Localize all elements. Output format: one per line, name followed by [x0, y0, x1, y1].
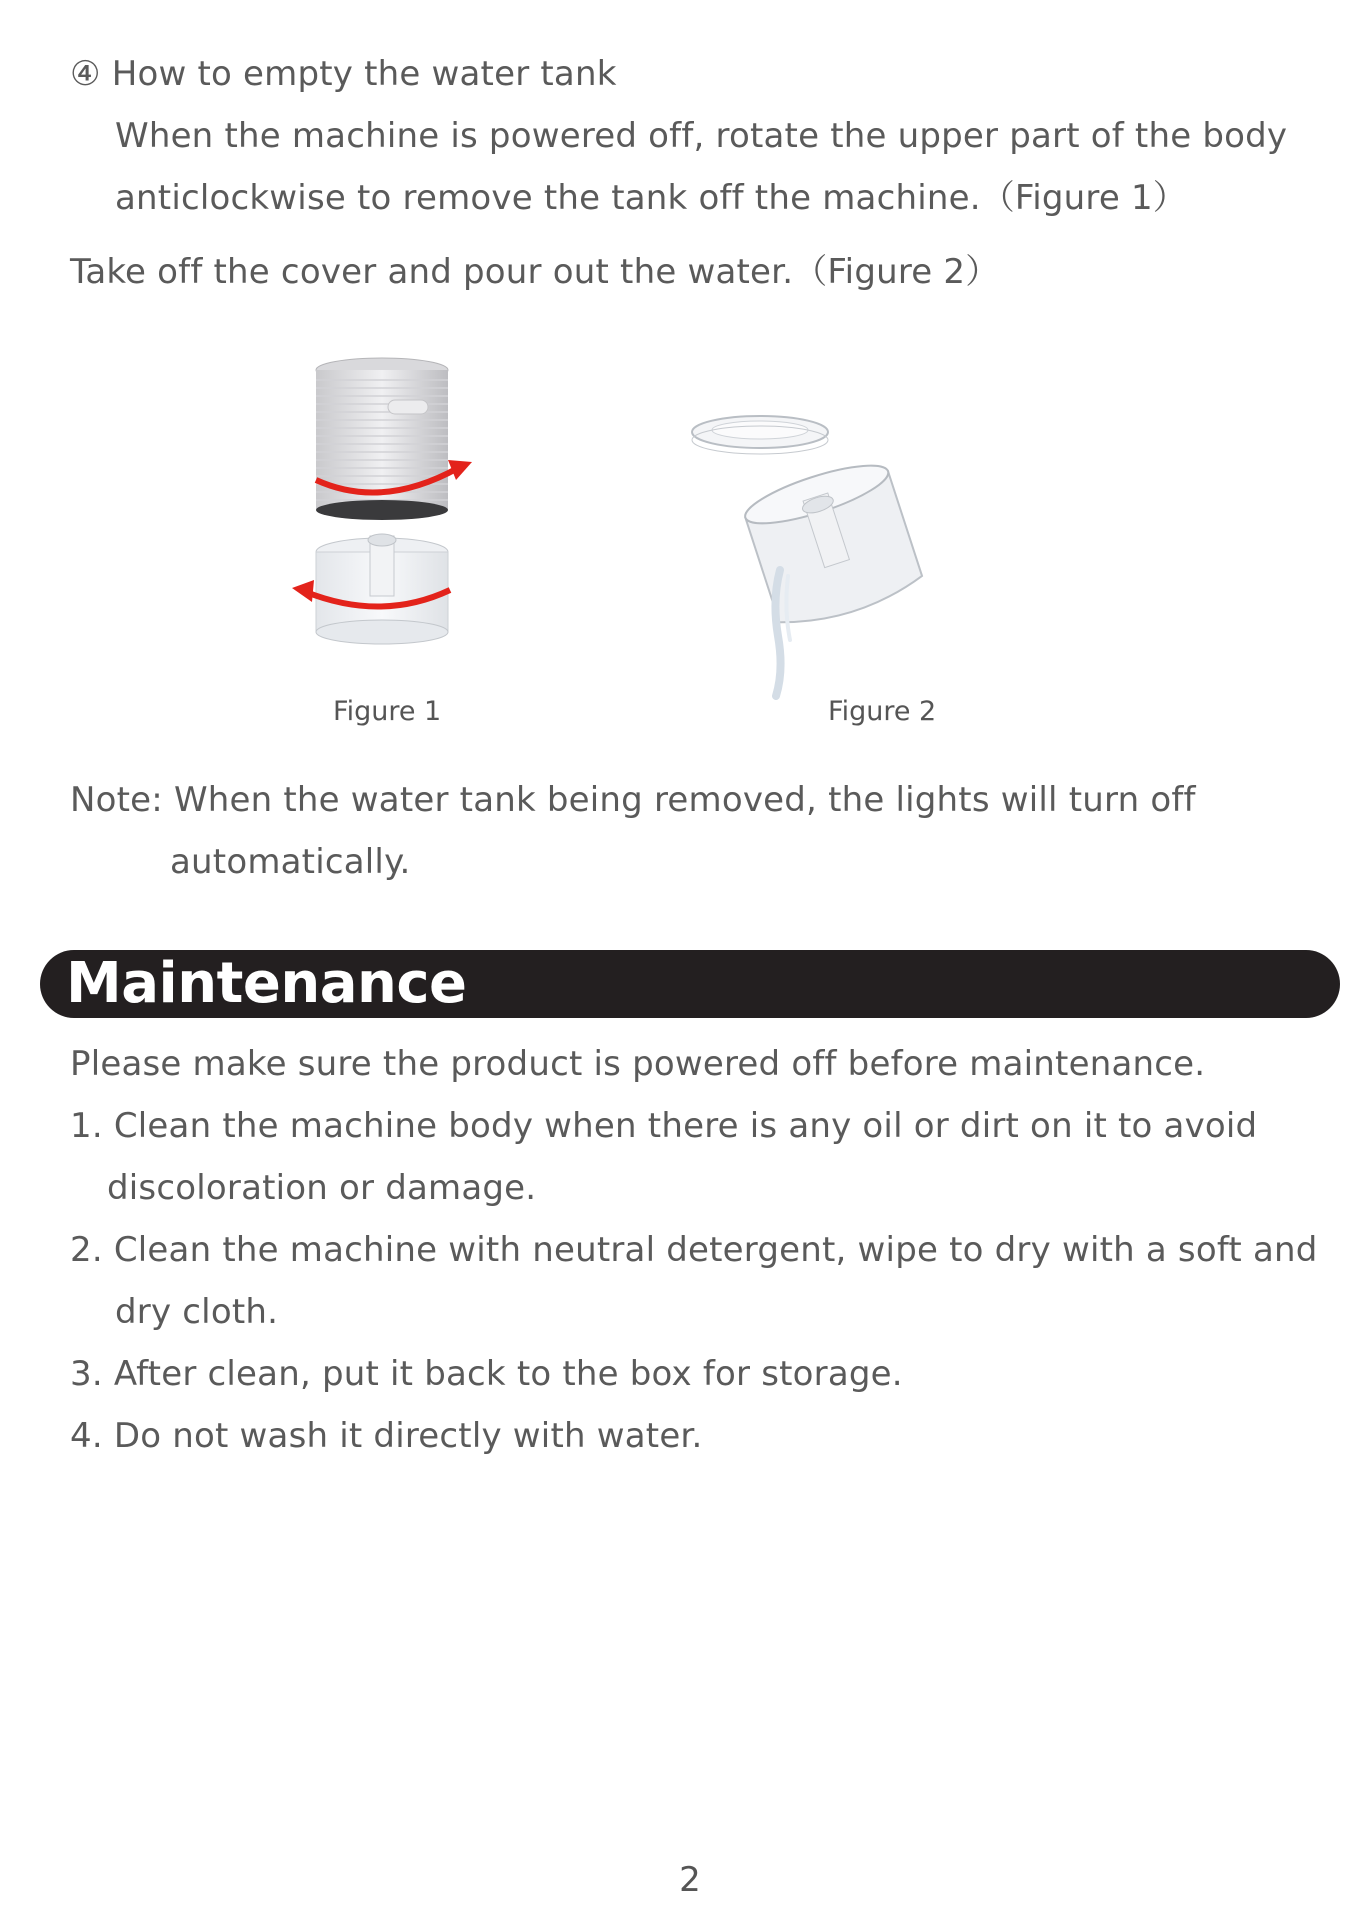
figure-2-illustration [680, 400, 960, 700]
maintenance-item-4: 4. Do not wash it directly with water. [70, 1416, 703, 1456]
note-line-2: automatically. [170, 842, 411, 882]
note-line-1: Note: When the water tank being removed, the lights will turn off [70, 780, 1196, 820]
page-number: 2 [679, 1860, 701, 1900]
maintenance-item-2-line-2: dry cloth. [115, 1292, 279, 1332]
maintenance-item-1-line-2: discoloration or damage. [107, 1168, 537, 1208]
instruction-line-2: anticlockwise to remove the tank off the machine.（Figure 1） [115, 178, 1187, 218]
section-heading: ④ How to empty the water tank [70, 54, 617, 94]
maintenance-intro: Please make sure the product is powered off before maintenance. [70, 1044, 1206, 1084]
instruction-line-1: When the machine is powered off, rotate the upper part of the body [115, 116, 1288, 156]
maintenance-title: Maintenance [66, 951, 467, 1016]
maintenance-item-3: 3. After clean, put it back to the box for storage. [70, 1354, 903, 1394]
maintenance-banner [40, 950, 1340, 1018]
figure-2-caption: Figure 2 [828, 696, 937, 727]
figure-1-illustration [280, 340, 500, 660]
maintenance-item-2-line-1: 2. Clean the machine with neutral detergent, wipe to dry with a soft and [70, 1230, 1318, 1270]
maintenance-item-1-line-1: 1. Clean the machine body when there is any oil or dirt on it to avoid [70, 1106, 1258, 1146]
instruction-line-3: Take off the cover and pour out the water.（Figure 2） [70, 252, 1000, 292]
figure-1-caption: Figure 1 [333, 696, 442, 727]
